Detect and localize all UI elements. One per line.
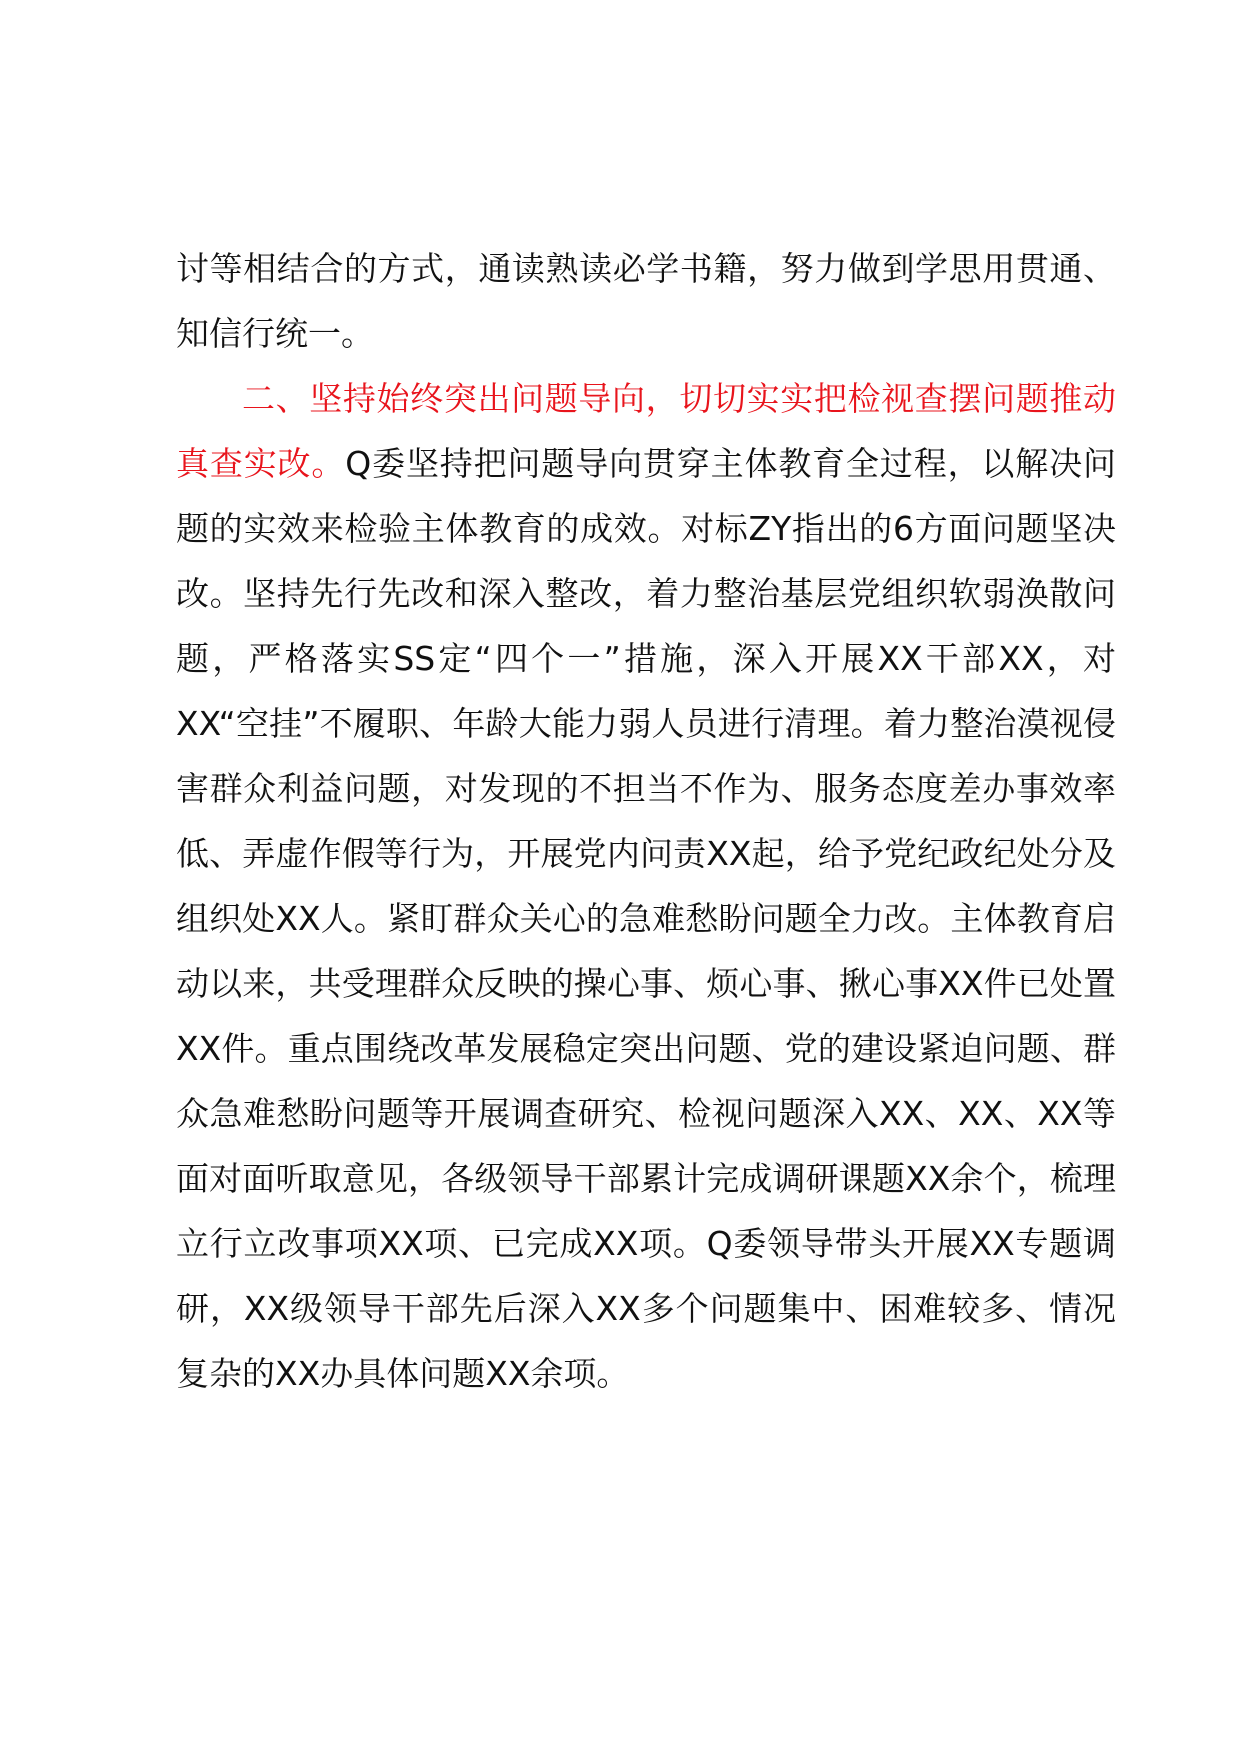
section-two-heading: 二、坚持始终突出问题导向，切切实实把检视查摆问题推动真查实改。 <box>176 379 1116 483</box>
paragraph-continuation: 讨等相结合的方式，通读熟读必学书籍，努力做到学思用贯通、知信行统一。 <box>176 249 1116 353</box>
section-two-body: Q委坚持把问题导向贯穿主体教育全过程，以解决问题的实效来检验主体教育的成效。对标ZY指出的6方面问题坚决改。坚持先行先改和深入整改，着力整治基层党组织软弱涣散问题，严格落实SS定“四个一”措施，深入开展XX干部XX，对XX“空挂”不履职、年龄大能力弱人员进行清理。着力整治漠视侵害群众利益问题，对发现的不担当不作为、服务态度差办事效率低、弄虚作假等行为，开展党内问责XX起，给予党纪政纪处分及组织处XX人。紧盯群众关心的急难愁盼问题全力改。主体教育启动以来，共受理群众反映的操心事、烦心事、揪心事XX件已处置XX件。重点围绕改革发展稳定突出问题、党的建设紧迫问题、群众急难愁盼问题等开展调查研究、检视问题深入XX、XX、XX等面对面听取意见，各级领导干部累计完成调研课题XX余个，梳理立行立改事项XX项、已完成XX项。Q委领导带头开展XX专题调研，XX级领导干部先后深入XX多个问题集中、困难较多、情况复杂的XX办具体问题XX余项。 <box>176 444 1116 1393</box>
document-body <box>176 236 1116 1406</box>
section-two-paragraph <box>176 366 1116 1406</box>
